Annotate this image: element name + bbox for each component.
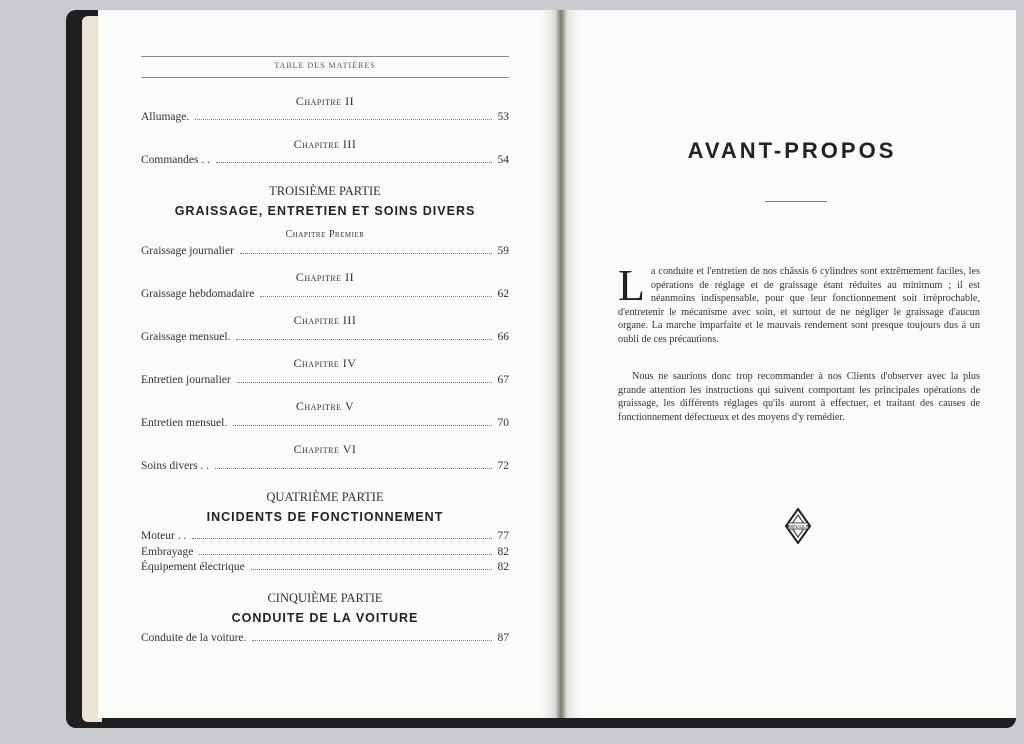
toc-entry-page: 67 bbox=[497, 374, 509, 386]
book-gutter bbox=[556, 10, 566, 718]
leader-dots bbox=[195, 110, 491, 120]
part-heading: TROISIÈME PARTIE bbox=[269, 184, 381, 198]
leader-dots bbox=[199, 545, 491, 555]
chapter-heading: Chapitre III bbox=[293, 313, 357, 327]
toc-entry-page: 53 bbox=[497, 111, 509, 123]
part-title: CONDUITE DE LA VOITURE bbox=[231, 611, 419, 625]
chapter-heading: Chapitre II bbox=[295, 94, 355, 108]
toc-entry bbox=[141, 631, 509, 646]
chapter-heading: Chapitre Premier bbox=[285, 229, 365, 240]
toc-entry-label: Soins divers . . bbox=[141, 460, 210, 472]
toc-header: TABLE DES MATIÈRES bbox=[274, 61, 376, 70]
toc-entry bbox=[141, 287, 509, 302]
toc-entry bbox=[141, 459, 509, 474]
toc-entry-label: Entretien journalier bbox=[141, 374, 231, 386]
toc-entry-label: Allumage. bbox=[141, 111, 190, 123]
renault-logo-icon bbox=[785, 508, 811, 544]
toc-entry-label: Moteur . . bbox=[141, 530, 187, 542]
toc-entry-page: 82 bbox=[497, 561, 509, 573]
chapter-heading: Chapitre IV bbox=[293, 356, 357, 370]
toc-entry bbox=[141, 110, 509, 125]
toc-entry bbox=[141, 545, 509, 560]
leader-dots bbox=[216, 153, 492, 163]
part-heading: CINQUIÈME PARTIE bbox=[267, 591, 383, 605]
leader-dots bbox=[237, 373, 492, 383]
part-heading: QUATRIÈME PARTIE bbox=[266, 490, 384, 504]
leader-dots bbox=[233, 416, 491, 426]
toc-entry bbox=[141, 153, 509, 168]
chapter-heading: Chapitre II bbox=[295, 270, 355, 284]
toc-entry bbox=[141, 416, 509, 431]
chapter-heading: Chapitre VI bbox=[293, 442, 357, 456]
toc-entry-label: Graissage mensuel. bbox=[141, 331, 231, 343]
toc-entry-label: Entretien mensuel. bbox=[141, 417, 228, 429]
paragraph-text: a conduite et l'entretien de nos châssis 6 cylindres sont extrêmement faciles, les opérations de réglage et de graissage étant réduites au minimum ; il est néanmoins indispensable, pour que leur fonctionnement soit irréprochable, d'entretenir le mécanisme avec soin, et surtout de ne négliger le graissage d'aucun organe. La marche imparfaite et le mauvais rendement sont presque toujours dus à un oubli de ces précautions. bbox=[618, 266, 980, 345]
leader-dots bbox=[260, 287, 491, 297]
leader-dots bbox=[252, 631, 491, 641]
toc-entry-label: Équipement électrique bbox=[141, 561, 245, 573]
toc-entry-label: Embrayage bbox=[141, 546, 194, 558]
logo-text: RENAULT bbox=[788, 524, 808, 529]
toc-entry-page: 87 bbox=[497, 632, 509, 644]
toc-entry bbox=[141, 529, 509, 544]
right-page bbox=[564, 10, 1016, 718]
leader-dots bbox=[251, 560, 492, 570]
toc-entry bbox=[141, 560, 509, 575]
foreword-paragraph-1 bbox=[618, 261, 980, 347]
toc-entry-page: 77 bbox=[497, 530, 509, 542]
toc-entry-label: Conduite de la voiture. bbox=[141, 632, 247, 644]
leader-dots bbox=[236, 330, 491, 340]
toc-entry-label: Commandes . . bbox=[141, 154, 210, 166]
title-rule bbox=[765, 201, 827, 202]
leader-dots bbox=[192, 529, 491, 539]
part-title: INCIDENTS DE FONCTIONNEMENT bbox=[206, 510, 444, 524]
toc-entry-label: Graissage journalier bbox=[141, 245, 234, 257]
chapter-heading: Chapitre V bbox=[295, 399, 355, 413]
toc-entry-label: Graissage hebdomadaire bbox=[141, 288, 255, 300]
toc-entry-page: 82 bbox=[497, 546, 509, 558]
drop-cap: L bbox=[618, 261, 645, 310]
toc-entry-page: 72 bbox=[497, 460, 509, 472]
toc-entry-page: 66 bbox=[497, 331, 509, 343]
foreword-title: AVANT-PROPOS bbox=[687, 138, 897, 163]
toc-entry bbox=[141, 373, 509, 388]
toc-entry bbox=[141, 244, 509, 259]
toc-entry-page: 70 bbox=[497, 417, 509, 429]
leader-dots bbox=[240, 244, 492, 254]
part-title: GRAISSAGE, ENTRETIEN ET SOINS DIVERS bbox=[174, 204, 476, 218]
foreword-paragraph-2: Nous ne saurions donc trop recommander à nos Clients d'observer avec la plus grande attention les instructions qui suivent comportant les principales opérations de graissage, les différents réglages qu'ils auront à effectuer, et traitant des causes de fonctionnement défectueux et des moyens d'y remédier. bbox=[618, 371, 980, 423]
header-rule-bottom bbox=[141, 77, 509, 78]
chapter-heading: Chapitre III bbox=[293, 137, 357, 151]
header-rule-top bbox=[141, 56, 509, 57]
leader-dots bbox=[215, 459, 491, 469]
toc-entry-page: 59 bbox=[497, 245, 509, 257]
toc-entry-page: 62 bbox=[497, 288, 509, 300]
toc-entry bbox=[141, 330, 509, 345]
toc-entry-page: 54 bbox=[497, 154, 509, 166]
